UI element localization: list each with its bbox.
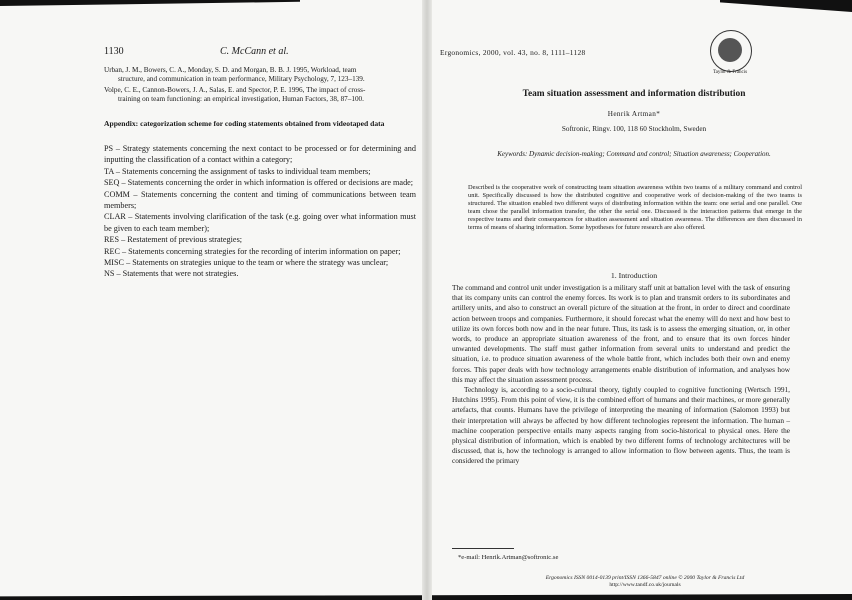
code-comm: COMM – Statements concerning the content and timing of communications between team members; [104,189,416,211]
appendix-title: Appendix: categorization scheme for coding statements obtained from videotaped data [104,119,385,128]
code-res: RES – Restatement of previous strategies; [104,235,243,245]
left-running-head: C. McCann et al. [220,46,289,57]
paragraph-2: Technology is, according to a socio-cultural theory, tightly coupled to cognitive functioning (Wertsch 1991, Hutchins 1995). From this point of view, it is the combined effort of humans and their machines, or more generally artefacts, that counts. Humans have the privilege of interpreting the meaning of information (Salomon 1993) but their interpretation will always be affected by how different technologies represent the information. The human – machine cooperation perspective entails many aspects ranging from socio-historical to physical ones. Here the physical distribution of information, which is enabled by two different forms of technology architectures will be discussed, that is, how the technology is arranged to allow information to flow between agents. Thus, the team is considered the primary [452,385,790,466]
section-title: 1. Introduction [610,271,658,280]
coding-scheme-list [104,143,416,280]
code-rec: REC – Statements concerning strategies for the recording of interim information on paper; [104,246,401,256]
reference-2-lead: Volpe, C. E., Cannon-Bowers, J. A., Salas, E. and Spector, P. E. 1996, The impact of cross- [104,86,366,94]
code-clar: CLAR – Statements involving clarification of the task (e.g. going over what information must be given to each team member); [104,212,416,233]
code-misc: MISC – Statements on strategies unique to the team or where the strategy was unclear; [104,258,389,268]
code-ta: TA – Statements concerning the assignment of tasks to individual team members; [104,166,371,176]
abstract: Described is the cooperative work of constructing team situation awareness within two teams of a military command and control unit. Specifically discussed is how the distributed cognitive and cooperative work of decision-making of the two teams is structured. The situation enabled two different ways of distributing information within the team: one serial and one parallel. One team chose the parallel information transfer, the other the serial one. Discussed is the interaction patterns that emerge in the respective teams and their consequences for situation assessment and situation awareness. The differences are then discussed in terms of means of sharing information. Some hypotheses for future research are also offered. [468,184,802,231]
author-affiliation: Softronic, Ringv. 100, 118 60 Stockholm, Sweden [561,125,707,133]
issn-line-2: http://www.tandf.co.uk/journals [609,582,681,588]
reference-2 [104,86,414,105]
keywords: Keywords: Dynamic decision-making; Command and control; Situation awareness; Cooperation. [497,150,771,158]
footnote-rule [452,548,514,549]
body-text [452,283,790,467]
footnote: *e-mail: Henrik.Artman@softronic.se [458,554,559,561]
article-title: Team situation assessment and information distribution [522,89,746,99]
issn-block [480,575,810,589]
code-ns: NS – Statements that were not strategies. [104,269,239,279]
issn-line-1: Ergonomics ISSN 0014-0139 print/ISSN 1366-5847 online © 2000 Taylor & Francis Ltd [545,575,745,581]
publisher-seal-text: Taylor & Francis [712,70,748,75]
publisher-seal-center [718,38,742,62]
reference-1-cont: structure, and communication in team performance, Military Psychology, 7, 123–139. [118,75,365,84]
article-author: Henrik Artman* [607,110,661,118]
journal-header: Ergonomics, 2000, vol. 43, no. 8, 1111–1128 [440,48,586,57]
paragraph-1: The command and control unit under investigation is a military staff unit at battalion level with the task of ensuring that its company units can control the enemy forces. Its work is to plan and transmit orders to its subordinates and artillery units, and also to construct an overall picture of the situation at the front, in order to direct and coordinate action between troops and companies. Furthermore, it should forecast what the enemy will do next and how best to utilize its own forces both now and in the near future. Thus, its task is to assess the emerging situation, or, in other words, to produce an appropriate situation awareness of the front, and to ensure that its own forces hinder unwanted developments. The staff must gather information from several units to understand and predict the situation, i.e. to produce situation awareness of the whole battle front, which includes both their own and enemy forces. This paper deals with how technology arrangements enable distribution of information, and analyses how this may affect the situation assessment process. [452,283,790,384]
reference-1 [104,66,414,85]
code-seq: SEQ – Statements concerning the order in which information is offered or decisions are made; [104,178,414,188]
reference-1-lead: Urban, J. M., Bowers, C. A., Monday, S. D. and Morgan, B. B. J. 1995, Workload, team [104,66,357,74]
reference-2-cont: training on team functioning: an empirical investigation, Human Factors, 38, 87–100. [118,95,364,104]
code-ps: PS – Strategy statements concerning the next contact to be processed or for determining and inputting the classification of a contact within a category; [104,144,416,165]
left-page-number: 1130 [104,46,124,57]
